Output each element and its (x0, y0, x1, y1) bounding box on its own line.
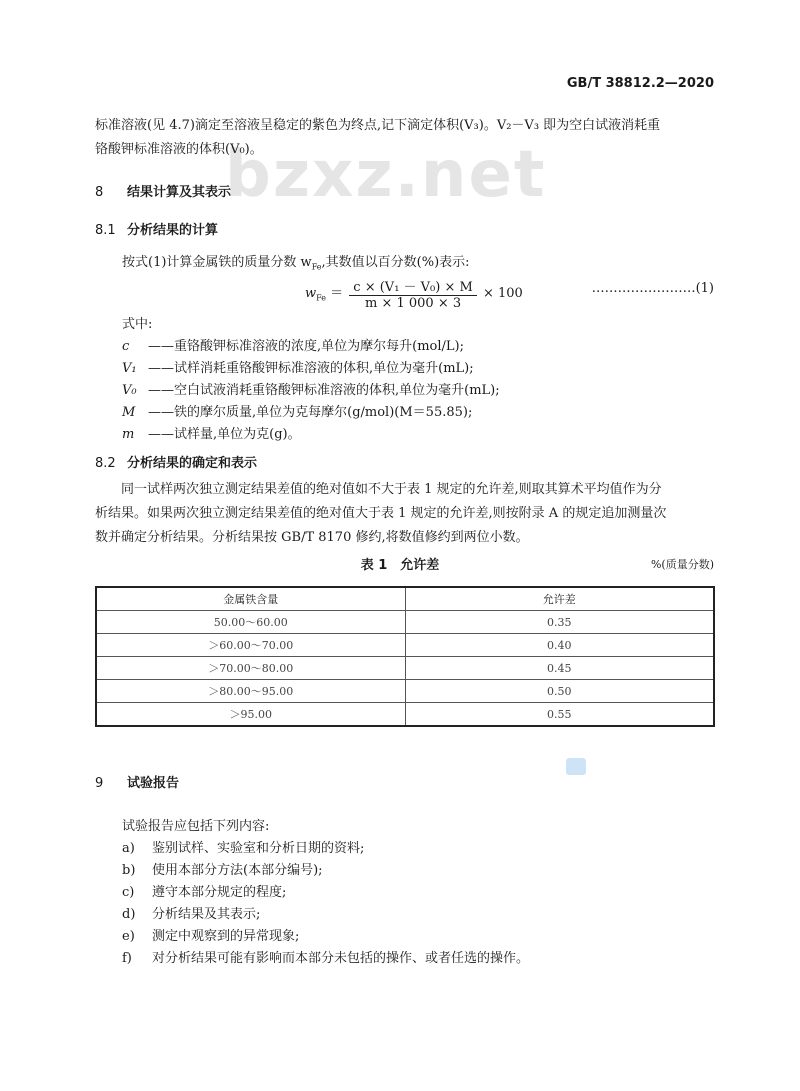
formula-lhs: w (305, 286, 317, 301)
paragraph-line: 同一试样两次独立测定结果差值的绝对值如不大于表 1 规定的允许差,则取其算术平均值作为分 (121, 482, 662, 497)
table-row (96, 634, 714, 657)
table-cell: 0.45 (405, 657, 714, 680)
paragraph-line: 数并确定分析结果。分析结果按 GB/T 8170 修约,将数值修约到两位小数。 (95, 530, 529, 545)
intro-line-1: 标准溶液(见 4.7)滴定至溶液呈稳定的紫色为终点,记下滴定体积(V₃)。V₂－V₃ 即为空白试液消耗重 (95, 118, 661, 133)
section-8-2-heading (95, 452, 257, 471)
variable-definition: m ——试样量,单位为克(g)。 (122, 427, 301, 442)
variable-definition: M ——铁的摩尔质量,单位为克每摩尔(g/mol)(M＝55.85); (122, 405, 473, 420)
section-title: 试验报告 (127, 776, 180, 791)
formula-1 (305, 276, 523, 311)
formula-intro: 按式(1)计算金属铁的质量分数 $w_{Fe}$,其数值以百分数(%)表示: (122, 255, 470, 272)
formula-tail: × 100 (482, 286, 523, 301)
section-number: 8.2 (95, 456, 116, 471)
list-item: e) 测定中观察到的异常现象; (122, 929, 300, 944)
table-cell: ＞80.00～95.00 (96, 680, 405, 703)
table-cell: ＞60.00～70.00 (96, 634, 405, 657)
column-header: 金属铁含量 (96, 587, 405, 611)
column-header: 允许差 (405, 587, 714, 611)
list-item: c) 遵守本部分规定的程度; (122, 885, 287, 900)
tolerance-table (95, 586, 715, 727)
formula-equals: ＝ (330, 286, 344, 301)
paragraph-line: 析结果。如果两次独立测定结果差值的绝对值大于表 1 规定的允许差,则按附录 A 的规定追加测量次 (95, 506, 667, 521)
table-title: 表 1 允许差 (360, 558, 440, 573)
variable-definition: V₁ ——试样消耗重铬酸钾标准溶液的体积,单位为毫升(mL); (122, 361, 474, 376)
where-label: 式中: (122, 317, 153, 332)
intro-line-2: 铬酸钾标准溶液的体积(V₀)。 (95, 142, 263, 157)
formula-numerator: c × (V₁ － V₀) × M (349, 276, 477, 296)
report-intro: 试验报告应包括下列内容: (122, 819, 270, 834)
list-item: b) 使用本部分方法(本部分编号); (122, 863, 323, 878)
section-title: 分析结果的确定和表示 (127, 456, 258, 471)
table-cell: 0.50 (405, 680, 714, 703)
variable-definition: c ——重铬酸钾标准溶液的浓度,单位为摩尔每升(mol/L); (122, 339, 464, 354)
section-title: 结果计算及其表示 (127, 185, 232, 200)
standard-number: GB/T 38812.2—2020 (566, 76, 714, 91)
list-item: a) 鉴别试样、实验室和分析日期的资料; (122, 841, 365, 856)
table-cell: 0.35 (405, 611, 714, 634)
formula-lhs-sub: Fe (316, 293, 326, 303)
section-number: 9 (95, 776, 104, 791)
section-8-heading (95, 181, 231, 200)
table-unit: %(质量分数) (650, 558, 714, 571)
section-title: 分析结果的计算 (127, 223, 219, 238)
table-cell: 50.00～60.00 (96, 611, 405, 634)
section-number: 8.1 (95, 223, 116, 238)
table-cell: 0.40 (405, 634, 714, 657)
table-cell: ＞70.00～80.00 (96, 657, 405, 680)
table-cell: ＞95.00 (96, 703, 405, 727)
table-row (96, 680, 714, 703)
formula-fraction (349, 276, 477, 311)
equation-label: ……………………(1) (591, 281, 714, 296)
formula-denominator: m × 1 000 × 3 (364, 296, 462, 311)
section-8-1-heading (95, 219, 218, 238)
variable-definition: V₀ ——空白试液消耗重铬酸钾标准溶液的体积,单位为毫升(mL); (122, 383, 500, 398)
table-row (96, 703, 714, 727)
table-cell: 0.55 (405, 703, 714, 727)
blue-mark (566, 758, 586, 775)
table-row (96, 657, 714, 680)
section-number: 8 (95, 185, 104, 200)
section-9-heading (95, 772, 179, 791)
table-header-row (96, 587, 714, 611)
table-row (96, 611, 714, 634)
list-item: f) 对分析结果可能有影响而本部分未包括的操作、或者任选的操作。 (122, 951, 530, 966)
list-item: d) 分析结果及其表示; (122, 907, 261, 922)
watermark: bzxz.net (225, 138, 547, 212)
